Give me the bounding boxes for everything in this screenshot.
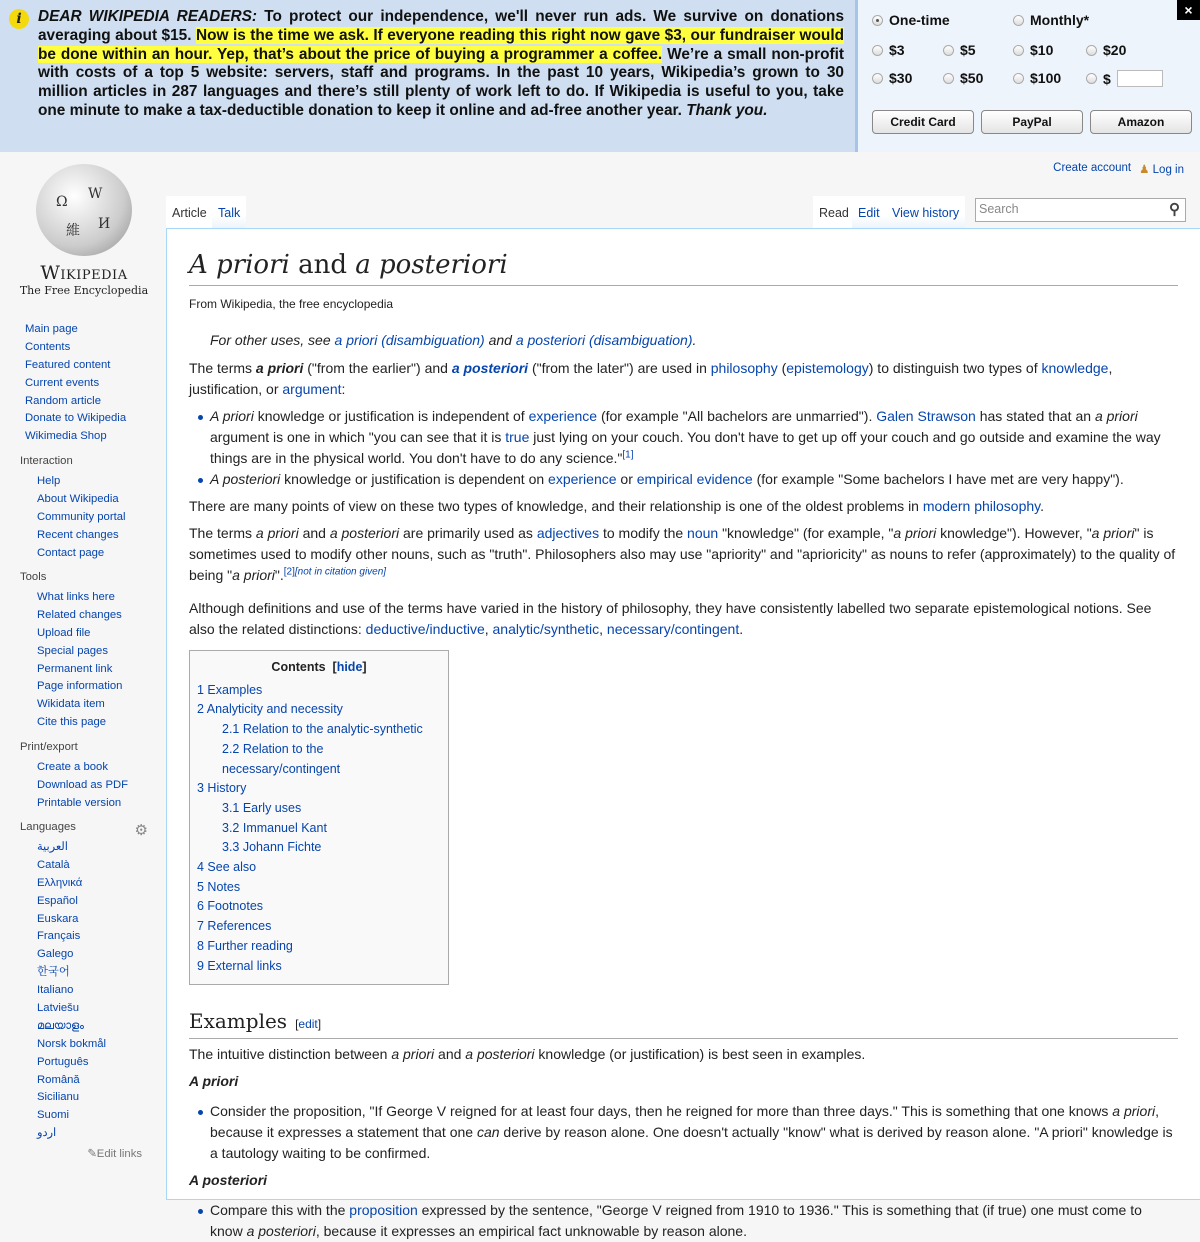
text-span: " is sometimes used to modify other nouns, such as "truth". Philosophers also may use "apriority" and "aprioricity" as nouns to refer (approximately) to the quality of being ": [189, 525, 1176, 583]
text-span: knowledge (or justification) is best seen in examples.: [534, 1046, 866, 1063]
subheading-a-priori: A priori: [189, 1073, 239, 1090]
portal-heading: Print/export: [20, 741, 78, 753]
wiki-link[interactable]: Galen Strawson: [876, 408, 976, 424]
toc-item[interactable]: [197, 937, 441, 957]
wiki-link[interactable]: experience: [548, 471, 617, 487]
amount-100[interactable]: [1013, 70, 1061, 86]
sidebar-item[interactable]: What links here: [37, 591, 115, 603]
credit-card-button[interactable]: Credit Card: [872, 110, 974, 134]
search-input[interactable]: [975, 198, 1186, 222]
toc-item[interactable]: [197, 720, 441, 740]
edit-links-label: Edit links: [96, 1148, 142, 1161]
sidebar-item[interactable]: Euskara: [37, 912, 79, 925]
tab-edit[interactable]: Edit: [852, 196, 886, 228]
toc-link[interactable]: 7 References: [197, 919, 272, 934]
user-icon: ♟: [1139, 164, 1150, 176]
toc-link[interactable]: 1 Examples: [197, 682, 263, 697]
text-span: , justification, or: [189, 360, 1113, 397]
text-span: are primarily used as: [399, 525, 537, 541]
wiki-link[interactable]: a priori (disambiguation): [334, 332, 485, 348]
toc-link[interactable]: 2.2 Relation to the necessary/contingent: [222, 741, 341, 776]
sidebar-item[interactable]: Cite this page: [37, 716, 107, 729]
sidebar-item[interactable]: Community portal: [37, 510, 126, 523]
tab-talk[interactable]: Talk: [212, 196, 246, 228]
paypal-button[interactable]: PayPal: [981, 110, 1083, 134]
text-span: ,: [599, 621, 607, 637]
toc-link[interactable]: 8 Further reading: [197, 938, 293, 953]
text-span: just lying on your couch. You don't have to get up off your couch and go outside and examine the way things are in the physical world. You don't have to do any science.": [210, 429, 1161, 466]
toc-item[interactable]: [197, 838, 441, 858]
amount-50[interactable]: [943, 70, 983, 86]
sidebar-item[interactable]: Donate to Wikipedia: [25, 412, 127, 425]
text-span: derive by reason alone. One doesn't actually "know" what is derived by reason alone. "A priori" knowledge is a tautology waiting to be confirmed.: [210, 1124, 1173, 1162]
portal-heading: Languages: [20, 821, 76, 833]
amount-label: $10: [1030, 42, 1054, 58]
log-in-link[interactable]: Log in: [1152, 164, 1184, 176]
text-span: and: [434, 1046, 466, 1063]
fundraising-banner: [0, 0, 1200, 152]
text-span: a priori: [391, 1046, 435, 1063]
amount-5[interactable]: [943, 42, 976, 58]
list-item: [210, 406, 1178, 469]
paragraph: [189, 358, 1178, 400]
text-span: We’re a small non-profit with costs of a top 5 website: servers, staff and programs. In the past 10 years, Wikipedia’s grown to 30 million articles in 287 languages and there’s still plenty of work left to do. If Wikipedia is useful to you, take one minute to make a tax-deductible donation to keep it online and ad-free another year.: [38, 45, 844, 119]
text-span: a priori: [1112, 1103, 1156, 1120]
table-of-contents: Contents [hide] 1 Examples 2 Analyticity and necessity 2.1 Relation to the analytic-synthetic 2.2 Relation to the necessary/contingent 3 History 3.1 Early uses 3.2 Immanuel Kant 3.3 Johann Fichte 4 See also 5 Notes 6 Footnotes 7 References 8 Further reading 9 External links: [189, 650, 449, 985]
amount-label: $20: [1103, 42, 1127, 58]
text-span: The intuitive distinction between: [189, 1046, 392, 1063]
sidebar-item[interactable]: Wikidata item: [37, 698, 105, 711]
text-span: a priori: [255, 360, 304, 376]
text-span: DEAR WIKIPEDIA READERS:: [38, 8, 258, 25]
amount-label: $100: [1030, 70, 1062, 86]
text-span: expressed by the sentence, "George V reigned from 1910 to 1936." This is something that (if true) one must come to know: [210, 1202, 1142, 1240]
text-span: ("from the earlier") and: [303, 360, 452, 376]
text-span: knowledge"). However, ": [936, 525, 1092, 541]
sidebar-item[interactable]: Random article: [25, 394, 101, 407]
text-span: and: [298, 525, 330, 541]
banner-text: [38, 8, 844, 119]
text-span: a posteriori: [355, 250, 508, 280]
text-span: For other uses, see: [210, 332, 335, 348]
radio-one-time[interactable]: [872, 12, 950, 28]
amazon-button[interactable]: Amazon: [1090, 110, 1192, 134]
page-tabs: [166, 196, 1200, 228]
radio-label: One-time: [889, 12, 950, 28]
wiki-link[interactable]: philosophy: [710, 360, 778, 376]
text-span: and: [484, 332, 516, 348]
site-subtitle: From Wikipedia, the free encyclopedia: [189, 297, 394, 311]
toc-link[interactable]: 3.1 Early uses: [222, 800, 302, 815]
amount-30[interactable]: [872, 70, 912, 86]
text-span: Consider the proposition, "If George V reigned for at least four days, then he reigned for more than three days." This is something that one knows: [210, 1103, 1113, 1120]
sidebar-item[interactable]: Ελληνικά: [37, 876, 83, 889]
sidebar-item[interactable]: Português: [37, 1055, 89, 1068]
info-icon: i: [9, 9, 29, 29]
sidebar-item[interactable]: Wikimedia Shop: [25, 430, 107, 443]
paragraph: [189, 496, 1178, 517]
text-span: a posteriori: [329, 525, 400, 541]
toc-link[interactable]: 3.3 Johann Fichte: [222, 840, 322, 855]
gear-icon[interactable]: ⚙: [134, 822, 148, 839]
text-span: a posteriori: [465, 1046, 535, 1063]
text-span: a priori: [255, 525, 299, 541]
sidebar-item[interactable]: മലയാളം: [37, 1019, 84, 1032]
text-span: a priori: [1091, 525, 1135, 541]
text-span: Thank you.: [686, 101, 768, 119]
sidebar-item[interactable]: Suomi: [37, 1109, 70, 1122]
sidebar-item[interactable]: Sicilianu: [37, 1091, 80, 1104]
tab-read[interactable]: Read: [813, 196, 855, 228]
sidebar-item[interactable]: Español: [37, 894, 78, 907]
text-span: knowledge or justification is dependent on: [280, 471, 549, 487]
text-span: To protect our independence, we'll never run ads. We survive on donations averaging about $15.: [38, 8, 845, 44]
sidebar-item[interactable]: Français: [37, 930, 81, 943]
wiki-link[interactable]: true: [505, 429, 530, 445]
portal-heading: Interaction: [20, 455, 73, 467]
wiki-link[interactable]: a posteriori (disambiguation): [515, 332, 693, 348]
text-span: A posteriori: [210, 471, 281, 487]
tagline: The Free Encyclopedia: [19, 284, 149, 297]
toc-item[interactable]: [197, 917, 441, 937]
toc-link[interactable]: 9 External links: [197, 958, 282, 973]
wiki-link[interactable]: argument: [282, 381, 342, 397]
wiki-link[interactable]: modern philosophy: [922, 498, 1041, 514]
wiki-link[interactable]: deductive/inductive: [365, 621, 485, 637]
sidebar-item[interactable]: Recent changes: [37, 528, 119, 541]
personal-tools: [1053, 162, 1184, 176]
wordmark: Wikipedia: [40, 262, 128, 284]
edit-links[interactable]: [0, 1147, 166, 1160]
text-span: .: [1040, 498, 1045, 514]
toc-item[interactable]: [197, 819, 441, 839]
sidebar-item[interactable]: Latviešu: [37, 1002, 80, 1015]
amount-label: $: [1103, 70, 1111, 87]
sidebar-item[interactable]: Italiano: [37, 984, 74, 997]
text-span: and: [289, 250, 356, 280]
sidebar-item[interactable]: Printable version: [37, 796, 122, 809]
sidebar-item[interactable]: اردو: [37, 1127, 57, 1140]
interaction-portal: [0, 455, 166, 562]
text-span: Now is the time we ask. If everyone reading this right now gave $3, our fundraiser would be done within an hour. Yep, that’s about the price of buying a programmer a coffee.: [38, 26, 844, 63]
text-span: has stated that an: [975, 408, 1095, 424]
toc-item[interactable]: [197, 957, 441, 977]
search-placeholder: Search: [979, 202, 1019, 216]
sidebar-item[interactable]: Upload file: [37, 626, 91, 639]
text-span: a posteriori: [246, 1223, 316, 1240]
text-span: argument is one in which "you can see that it is: [210, 429, 506, 445]
paragraph: [189, 523, 1178, 586]
create-account-link[interactable]: Create account: [1053, 162, 1132, 174]
section-heading-examples: Examples [edit]: [189, 1007, 1178, 1039]
text-span: , because it expresses a statement that one: [210, 1103, 1159, 1141]
donation-form: [855, 0, 1200, 152]
toc-item[interactable]: [197, 779, 441, 799]
article-content: [166, 228, 1200, 1240]
page-title: [189, 247, 1178, 286]
sidebar-item[interactable]: Help: [37, 475, 61, 487]
amount-3[interactable]: [872, 42, 905, 58]
sidebar-item[interactable]: Create a book: [37, 761, 108, 773]
sidebar-item[interactable]: Related changes: [37, 608, 122, 621]
sidebar-item[interactable]: Main page: [25, 323, 78, 335]
radio-label: Monthly*: [1030, 12, 1090, 28]
sidebar-item[interactable]: About Wikipedia: [37, 492, 119, 505]
amount-label: $5: [960, 42, 976, 58]
pencil-icon: ✎: [87, 1148, 97, 1161]
sidebar-item[interactable]: Download as PDF: [37, 778, 129, 791]
toc-item[interactable]: [197, 681, 441, 701]
amount-other[interactable]: [1086, 70, 1163, 87]
tab-view-history[interactable]: View history: [886, 196, 965, 228]
subheading-a-posteriori: A posteriori: [189, 1172, 268, 1189]
sidebar-item[interactable]: Català: [37, 858, 70, 871]
toc-item[interactable]: [197, 858, 441, 878]
text-span: Although definitions and use of the terms have varied in the history of philosophy, they have consistently labelled two separate epistemological notions. See also the related distinctions:: [189, 600, 1152, 637]
toc-item[interactable]: [197, 878, 441, 898]
paragraph: [189, 598, 1178, 640]
list-item: [210, 1101, 1178, 1164]
banner-message: [0, 0, 855, 152]
citation-link[interactable]: [2]: [283, 566, 295, 578]
radio-monthly[interactable]: [1013, 12, 1089, 28]
amount-20[interactable]: [1086, 42, 1126, 58]
search-icon[interactable]: ⚲: [1169, 201, 1180, 218]
text-span: There are many points of view on these two types of knowledge, and their relationship is one of the oldest problems in: [189, 498, 923, 514]
text-span: :: [341, 381, 346, 397]
text-span: knowledge or justification is independent of: [253, 408, 529, 424]
toc-link[interactable]: 3 History: [197, 781, 247, 796]
text-span: "knowledge" (for example, ": [718, 525, 894, 541]
amount-label: $30: [889, 70, 913, 86]
text-span: (: [777, 360, 787, 376]
hatnote: [189, 330, 1178, 351]
text-span: a priori: [1094, 408, 1138, 424]
close-banner-button[interactable]: ×: [1177, 0, 1200, 20]
wiki-link[interactable]: knowledge: [1041, 360, 1109, 376]
sidebar-item[interactable]: Special pages: [37, 644, 108, 657]
navigation-portal: [0, 321, 166, 446]
text-span: Compare this with the: [210, 1202, 350, 1219]
wiki-link[interactable]: a posteriori: [451, 360, 529, 376]
text-span: or: [616, 471, 637, 487]
text-span: ,: [484, 621, 493, 637]
text-span: .: [692, 332, 697, 348]
sidebar-item[interactable]: Galego: [37, 948, 74, 961]
languages-portal: [0, 821, 166, 1160]
text-span: ".: [274, 567, 284, 583]
wiki-link[interactable]: proposition: [349, 1202, 418, 1219]
toc-link[interactable]: 2 Analyticity and necessity: [197, 702, 343, 717]
globe-icon: Ω W 維 И: [36, 164, 132, 256]
toc-hide-link[interactable]: hide: [336, 660, 363, 674]
text-span: The terms: [189, 360, 256, 376]
text-span: a priori: [232, 567, 275, 583]
text-span: .: [739, 621, 744, 637]
wiki-link[interactable]: necessary/contingent: [606, 621, 740, 637]
tools-portal: [0, 571, 166, 732]
toc-item[interactable]: [197, 740, 441, 779]
wiki-link[interactable]: noun: [687, 525, 719, 541]
sidebar-item[interactable]: Current events: [25, 376, 100, 389]
portal-heading: Tools: [20, 571, 47, 583]
toc-link[interactable]: 5 Notes: [197, 879, 241, 894]
toc-link[interactable]: 4 See also: [197, 860, 257, 875]
text-span: can: [476, 1124, 500, 1141]
sidebar-item[interactable]: 한국어: [37, 966, 70, 979]
wiki-link[interactable]: empirical evidence: [636, 471, 753, 487]
print-portal: [0, 741, 166, 813]
text-span: A priori: [189, 250, 290, 280]
sidebar-item[interactable]: Contact page: [37, 546, 105, 559]
text-span: The terms: [189, 525, 256, 541]
text-span: (for example "Some bachelors I have met are very happy").: [752, 471, 1124, 487]
amount-10[interactable]: [1013, 42, 1053, 58]
sidebar-item[interactable]: العربية: [37, 841, 68, 853]
amount-label: $50: [960, 70, 984, 86]
wikipedia-logo[interactable]: [14, 164, 154, 297]
bullet-list: [189, 1200, 1178, 1242]
toc-item[interactable]: [197, 700, 441, 720]
toc-item[interactable]: [197, 897, 441, 917]
edit-section-link[interactable]: edit: [298, 1017, 318, 1032]
wiki-link[interactable]: experience: [528, 408, 598, 424]
sidebar-item[interactable]: Page information: [37, 680, 123, 693]
text-span: ("from the later") are used in: [528, 360, 711, 376]
other-amount-input[interactable]: [1117, 70, 1163, 87]
sidebar-item[interactable]: Permanent link: [37, 662, 113, 675]
bullet-list: [189, 1101, 1178, 1164]
amount-label: $3: [889, 42, 905, 58]
toc-item[interactable]: [197, 799, 441, 819]
wiki-link[interactable]: adjectives: [536, 525, 600, 541]
heading-text: Examples: [189, 1009, 288, 1034]
text-span: (for example "All bachelors are unmarried").: [597, 408, 877, 424]
text-span: to modify the: [599, 525, 688, 541]
text-span: a priori: [893, 525, 937, 541]
text-span: , because it expresses an empirical fact unknowable by reason alone.: [315, 1223, 747, 1240]
wiki-link[interactable]: analytic/synthetic: [492, 621, 600, 637]
toc-title: Contents: [271, 660, 326, 674]
bullet-list: [189, 406, 1178, 490]
paragraph: [189, 1044, 1178, 1065]
sidebar-item[interactable]: Featured content: [25, 358, 111, 371]
tab-article[interactable]: Article: [166, 196, 213, 228]
wiki-link[interactable]: epistemology: [786, 360, 869, 376]
toc-link[interactable]: 3.2 Immanuel Kant: [222, 820, 327, 835]
list-item: [210, 469, 1178, 490]
text-span: ) to distinguish two types of: [868, 360, 1042, 376]
sidebar-item[interactable]: Română: [37, 1073, 80, 1086]
text-span: A priori: [210, 408, 254, 424]
toc-link[interactable]: 2.1 Relation to the analytic-synthetic: [222, 722, 423, 737]
toc-link[interactable]: 6 Footnotes: [197, 899, 264, 914]
citation-link[interactable]: [1]: [622, 449, 634, 461]
sidebar-item[interactable]: Norsk bokmål: [37, 1037, 107, 1050]
sidebar-item[interactable]: Contents: [25, 340, 71, 353]
citation-link[interactable]: [not in citation given]: [294, 566, 387, 578]
list-item: [210, 1200, 1178, 1242]
